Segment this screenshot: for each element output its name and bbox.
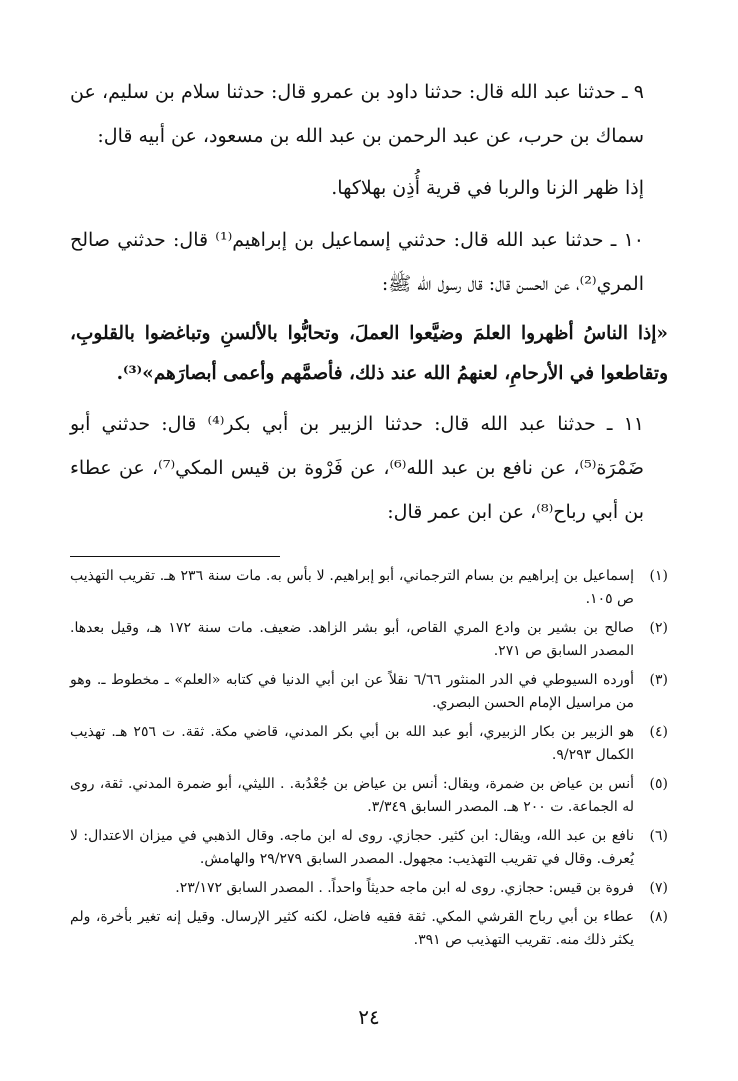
footnote-text: هو الزبير بن بكار الزبيري، أبو عبد الله بن أبي بكر المدني، قاضي مكة. ثقة. ت ٢٥٦ هـ. تهذيب الكمال ٩/٢٩٣. <box>70 724 634 763</box>
hadith-10-quote: «إذا الناسُ أظهروا العلمَ وضيَّعوا العملَ، وتحابُّوا بالألسنِ وتباغضوا بالقلوبِ، وتقاطعوا في الأرحامِ، لعنهمُ الله عند ذلك، فأصمَّهم وأعمى أبصارَهم»⁽³⁾. <box>70 323 668 384</box>
footnotes <box>70 565 668 952</box>
footnote-8 <box>70 906 668 952</box>
footnote-number: (٤) <box>649 724 668 740</box>
page-body <box>70 70 668 958</box>
footnote-number: (٣) <box>649 672 668 688</box>
footnote-5 <box>70 773 668 819</box>
footnote-text: صالح بن بشير بن وادع المري القاص، أبو بشر الزاهد. ضعيف. مات سنة ١٧٢ هـ، وقيل بعدها. المصدر السابق ص ٢٧١. <box>70 620 634 659</box>
footnote-3 <box>70 669 668 715</box>
hadith-11: ١١ ـ حدثنا عبد الله قال: حدثنا الزبير بن أبي بكر⁽⁴⁾ قال: حدثني أبو ضَمْرَة⁽⁵⁾، عن نافع بن عبد الله⁽⁶⁾، عن فَرْوة بن قيس المكي⁽⁷⁾، عن عطاء بن أبي رباح⁽⁸⁾، عن ابن عمر قال: <box>70 413 644 523</box>
hadith-9-quote: إذا ظهر الزنا والربا في قرية أُذِن بهلاكها. <box>331 177 644 199</box>
footnote-text: عطاء بن أبي رباح القرشي المكي. ثقة فقيه فاضل، لكنه كثير الإرسال. وقيل إنه تغير بأخرة، ولم يكثر ذلك منه. تقريب التهذيب ص ٣٩١. <box>70 909 634 948</box>
footnote-number: (١) <box>649 568 668 584</box>
footnote-number: (٧) <box>649 880 668 896</box>
footnote-text: أورده السيوطي في الدر المنثور ٦/٦٦ نقلاً عن ابن أبي الدنيا في كتابه «العلم» ـ مخطوط ـ. وهو من مراسيل الإمام الحسن البصري. <box>70 672 634 711</box>
footnote-number: (٦) <box>649 828 668 844</box>
footnote-4 <box>70 721 668 767</box>
footnote-number: (٥) <box>649 776 668 792</box>
page-number: ٢٤ <box>358 1005 380 1029</box>
footnote-1 <box>70 565 668 611</box>
footnote-separator <box>70 556 280 557</box>
footnote-6 <box>70 825 668 871</box>
footnote-7 <box>70 877 668 900</box>
hadith-10: ١٠ ـ حدثنا عبد الله قال: حدثني إسماعيل بن إبراهيم⁽¹⁾ قال: حدثني صالح المري⁽²⁾، عن الحسن قال: قال رسول الله ﷺ: <box>70 229 644 295</box>
footnote-text: فروة بن قيس: حجازي. روى له ابن ماجه حديثاً واحداً. . المصدر السابق ٢٣/١٧٢. <box>175 880 634 896</box>
footnote-text: أنس بن عياض بن ضمرة، ويقال: أنس بن عياض بن جُعْدُبة. . الليثي، أبو ضمرة المدني. ثقة، روى له الجماعة. ت ٢٠٠ هـ. المصدر السابق ٣/٣٤٩. <box>70 776 634 815</box>
footnote-text: نافع بن عبد الله، ويقال: ابن كثير. حجازي. روى له ابن ماجه. وقال الذهبي في ميزان الاعتدال: لا يُعرف. وقال في تقريب التهذيب: مجهول. المصدر السابق ٢٩/٢٧٩ والهامش. <box>70 828 634 867</box>
hadith-9: ٩ ـ حدثنا عبد الله قال: حدثنا داود بن عمرو قال: حدثنا سلام بن سليم، عن سماك بن حرب، عن عبد الرحمن بن عبد الله بن مسعود، عن أبيه قال: <box>70 81 644 147</box>
footnote-text: إسماعيل بن إبراهيم بن بسام الترجماني، أبو إبراهيم. لا بأس به. مات سنة ٢٣٦ هـ. تقريب التهذيب ص ١٠٥. <box>70 568 634 607</box>
footnote-number: (٨) <box>649 909 668 925</box>
footnote-2 <box>70 617 668 663</box>
footnote-number: (٢) <box>649 620 668 636</box>
